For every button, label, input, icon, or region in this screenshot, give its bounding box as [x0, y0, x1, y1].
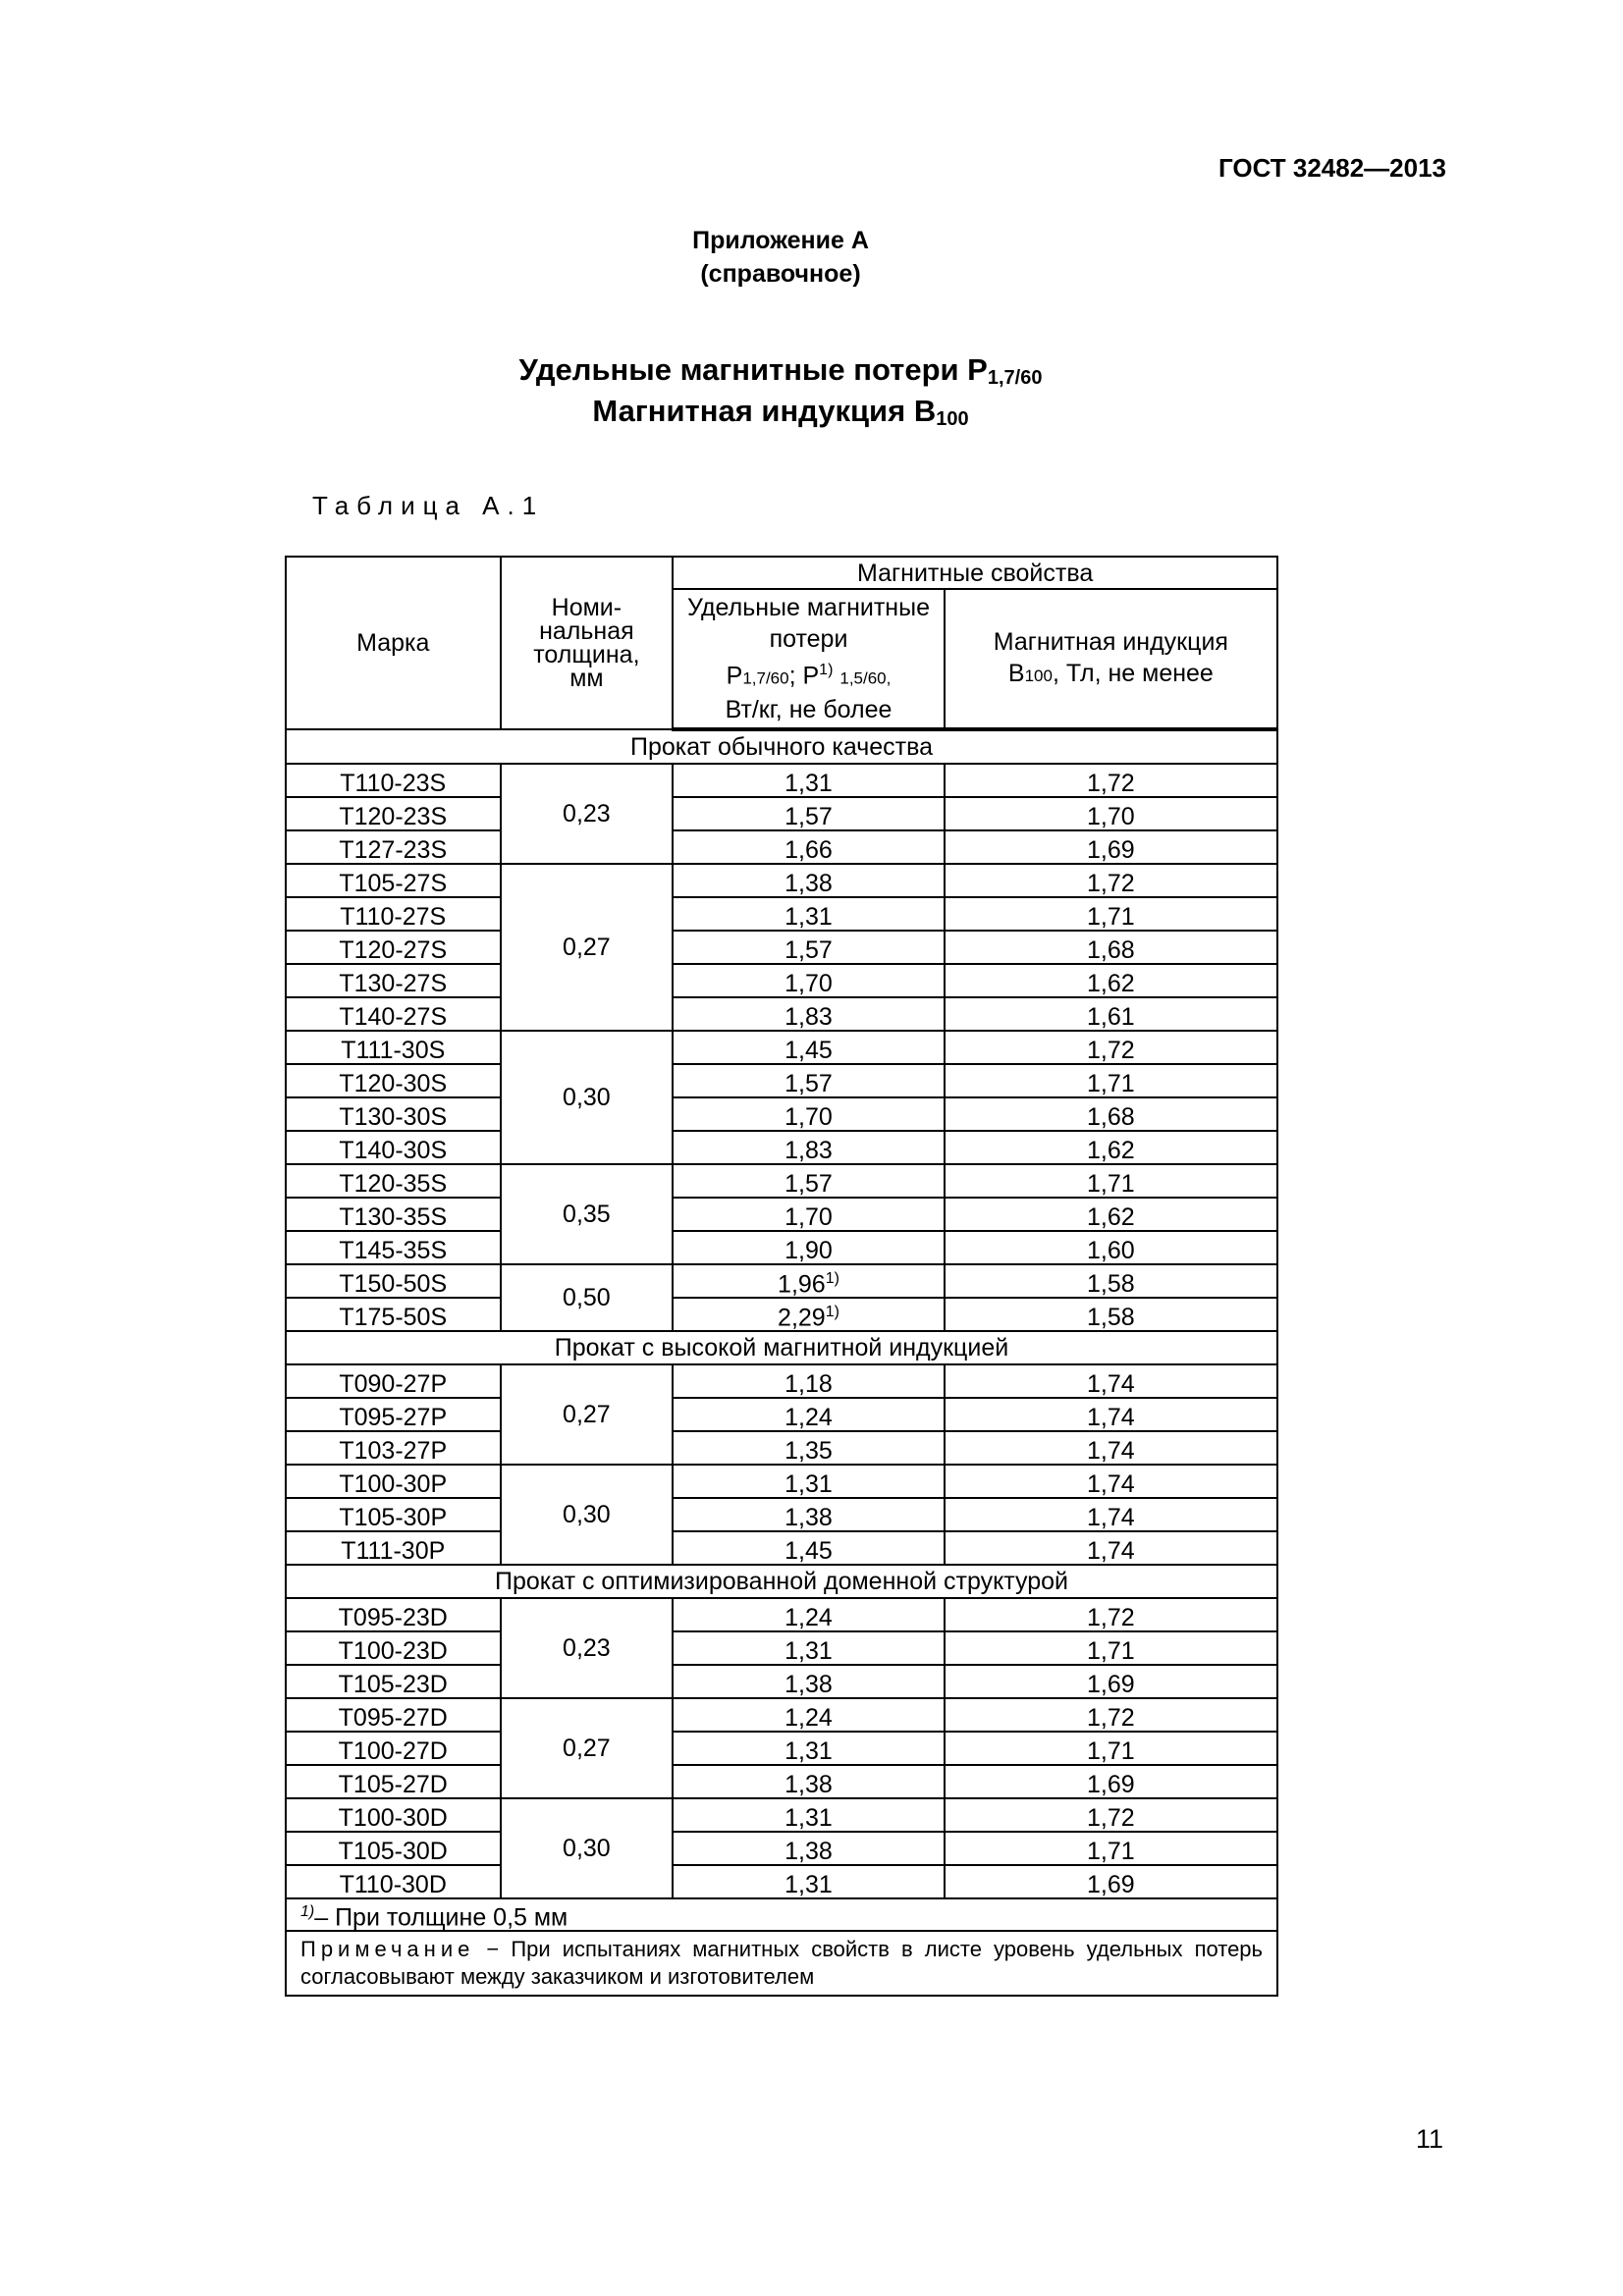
grade-cell: T105-27S: [286, 864, 501, 897]
loss-value: 1,70: [784, 1203, 833, 1231]
induction-cell: 1,68: [945, 1097, 1277, 1131]
table-row: [286, 1798, 1277, 1832]
induction-cell: 1,72: [945, 1031, 1277, 1064]
loss-value: 1,38: [784, 1504, 833, 1531]
induction-cell: 1,71: [945, 1064, 1277, 1097]
loss-cell: [673, 931, 944, 964]
header-losses-unit: Вт/кг, не более: [725, 696, 893, 724]
loss-value: 1,35: [784, 1437, 833, 1465]
grade-cell: T130-35S: [286, 1198, 501, 1231]
header-losses-p: P: [726, 662, 743, 690]
table-row: [286, 1398, 1277, 1431]
table-row: [286, 1131, 1277, 1164]
thickness-cell: 0,23: [501, 764, 674, 864]
table-row: [286, 1264, 1277, 1298]
footnote-mark: 1): [300, 1902, 315, 1920]
loss-value: 1,31: [784, 903, 833, 931]
loss-cell: [673, 1832, 944, 1865]
thickness-cell: 0,23: [501, 1598, 674, 1698]
title-line-2: [0, 391, 1561, 432]
standard-number: ГОСТ 32482—2013: [1218, 153, 1446, 183]
table-row: [286, 1031, 1277, 1064]
section-heading: Прокат обычного качества: [286, 729, 1277, 764]
thickness-cell: 0,50: [501, 1264, 674, 1331]
grade-cell: T130-27S: [286, 964, 501, 997]
thickness-cell: 0,27: [501, 1698, 674, 1798]
induction-cell: 1,68: [945, 931, 1277, 964]
loss-value: 1,45: [784, 1037, 833, 1064]
loss-value: 1,18: [784, 1370, 833, 1398]
grade-cell: T130-30S: [286, 1097, 501, 1131]
table-row: [286, 1298, 1277, 1331]
table-row: [286, 897, 1277, 931]
loss-value: 1,90: [784, 1237, 833, 1264]
grade-cell: T110-30D: [286, 1865, 501, 1898]
title-line-2-text: Магнитная индукция B: [592, 394, 937, 428]
table-row: [286, 1164, 1277, 1198]
induction-cell: 1,58: [945, 1298, 1277, 1331]
section-heading: Прокат с оптимизированной доменной структурой: [286, 1565, 1277, 1598]
induction-cell: 1,62: [945, 1198, 1277, 1231]
loss-value: 1,96: [778, 1270, 826, 1298]
induction-cell: 1,72: [945, 1698, 1277, 1732]
loss-cell: [673, 897, 944, 931]
table-row: [286, 1364, 1277, 1398]
grade-cell: T105-27D: [286, 1765, 501, 1798]
loss-value: 2,29: [778, 1304, 826, 1331]
grade-cell: T105-30D: [286, 1832, 501, 1865]
thickness-cell: 0,35: [501, 1164, 674, 1264]
table-body: [286, 729, 1277, 1898]
note-text: − При испытаниях магнитных свойств в листе уровень удельных потерь согласовывают между заказчиком и изготовителем: [300, 1937, 1263, 1989]
header-losses-label: Удельные магнитные потери: [687, 593, 930, 653]
induction-cell: 1,72: [945, 1598, 1277, 1631]
loss-value: 1,31: [784, 1737, 833, 1765]
grade-cell: T090-27P: [286, 1364, 501, 1398]
grade-cell: T111-30S: [286, 1031, 501, 1064]
induction-cell: 1,69: [945, 1765, 1277, 1798]
table-caption: Таблица А.1: [312, 491, 545, 520]
induction-cell: 1,74: [945, 1531, 1277, 1565]
table-row: [286, 1097, 1277, 1131]
thickness-cell: 0,30: [501, 1798, 674, 1898]
loss-cell: [673, 1598, 944, 1631]
loss-cell: [673, 997, 944, 1031]
induction-cell: 1,71: [945, 1631, 1277, 1665]
note-label: Примечание: [300, 1937, 475, 1961]
loss-value: 1,70: [784, 1103, 833, 1131]
loss-value: 1,66: [784, 836, 833, 864]
grade-cell: T145-35S: [286, 1231, 501, 1264]
grade-cell: T105-23D: [286, 1665, 501, 1698]
table-row: [286, 1765, 1277, 1798]
induction-cell: 1,69: [945, 1865, 1277, 1898]
title-line-1-subscript: 1,7/60: [987, 367, 1043, 389]
loss-value: 1,38: [784, 1771, 833, 1798]
section-row: [286, 1331, 1277, 1364]
table-row: [286, 1865, 1277, 1898]
induction-cell: 1,62: [945, 1131, 1277, 1164]
grade-cell: T140-27S: [286, 997, 501, 1031]
thickness-cell: 0,30: [501, 1465, 674, 1565]
loss-value: 1,24: [784, 1604, 833, 1631]
induction-cell: 1,72: [945, 764, 1277, 797]
title-line-1: [0, 349, 1561, 391]
header-induction-b: B: [1007, 659, 1025, 687]
section-heading: Прокат с высокой магнитной индукцией: [286, 1331, 1277, 1364]
grade-cell: T095-23D: [286, 1598, 501, 1631]
loss-value: 1,31: [784, 1871, 833, 1898]
table-row: [286, 1531, 1277, 1565]
loss-cell: [673, 1364, 944, 1398]
header-induction: [945, 589, 1277, 729]
loss-footnote-mark: 1): [825, 1303, 839, 1320]
appendix-type: (справочное): [700, 260, 861, 288]
properties-table: [285, 556, 1278, 1997]
loss-value: 1,31: [784, 770, 833, 797]
loss-cell: [673, 1198, 944, 1231]
loss-cell: [673, 1465, 944, 1498]
grade-cell: T110-23S: [286, 764, 501, 797]
loss-cell: [673, 1531, 944, 1565]
grade-cell: T120-27S: [286, 931, 501, 964]
loss-cell: [673, 1798, 944, 1832]
loss-cell: [673, 1498, 944, 1531]
appendix-title: Приложение А: [692, 227, 869, 254]
loss-cell: [673, 864, 944, 897]
loss-cell: [673, 1164, 944, 1198]
loss-cell: [673, 830, 944, 864]
header-losses-sup: 1): [819, 661, 834, 678]
loss-value: 1,31: [784, 1804, 833, 1832]
table-row: [286, 1832, 1277, 1865]
loss-cell: [673, 1097, 944, 1131]
loss-value: 1,24: [784, 1404, 833, 1431]
loss-cell: [673, 1732, 944, 1765]
table-row: [286, 1698, 1277, 1732]
grade-cell: T100-27D: [286, 1732, 501, 1765]
thickness-cell: 0,30: [501, 1031, 674, 1164]
table-row: [286, 764, 1277, 797]
loss-value: 1,83: [784, 1137, 833, 1164]
header-losses-sub2: 1,5/60,: [839, 668, 892, 688]
loss-value: 1,38: [784, 1838, 833, 1865]
induction-cell: 1,58: [945, 1264, 1277, 1298]
induction-cell: 1,74: [945, 1398, 1277, 1431]
loss-cell: [673, 1665, 944, 1698]
grade-cell: T095-27D: [286, 1698, 501, 1732]
loss-value: 1,70: [784, 970, 833, 997]
table-row: [286, 830, 1277, 864]
header-specific-losses: [673, 589, 944, 729]
loss-value: 1,38: [784, 870, 833, 897]
loss-value: 1,57: [784, 1070, 833, 1097]
table-row: [286, 1465, 1277, 1498]
loss-cell: [673, 1398, 944, 1431]
grade-cell: T103-27P: [286, 1431, 501, 1465]
table-row: [286, 1498, 1277, 1531]
title-line-1-text: Удельные магнитные потери P: [518, 352, 988, 387]
table-row: [286, 1231, 1277, 1264]
induction-cell: 1,70: [945, 797, 1277, 830]
table-note: [286, 1931, 1277, 1996]
section-row: [286, 1565, 1277, 1598]
header-induction-unit: , Тл, не менее: [1052, 659, 1214, 687]
grade-cell: T120-30S: [286, 1064, 501, 1097]
induction-cell: 1,72: [945, 1798, 1277, 1832]
induction-cell: 1,60: [945, 1231, 1277, 1264]
induction-cell: 1,74: [945, 1498, 1277, 1531]
induction-cell: 1,62: [945, 964, 1277, 997]
grade-cell: T100-23D: [286, 1631, 501, 1665]
loss-value: 1,57: [784, 1170, 833, 1198]
loss-value: 1,45: [784, 1537, 833, 1565]
table-row: [286, 1732, 1277, 1765]
grade-cell: T105-30P: [286, 1498, 501, 1531]
loss-cell: [673, 797, 944, 830]
loss-cell: [673, 1631, 944, 1665]
loss-cell: [673, 1031, 944, 1064]
loss-cell: [673, 1298, 944, 1331]
thickness-cell: 0,27: [501, 864, 674, 1031]
table-row: [286, 1665, 1277, 1698]
table-row: [286, 997, 1277, 1031]
grade-cell: T140-30S: [286, 1131, 501, 1164]
induction-cell: 1,71: [945, 1832, 1277, 1865]
table-row: [286, 1198, 1277, 1231]
table-row: [286, 964, 1277, 997]
loss-value: 1,24: [784, 1704, 833, 1732]
header-losses-sep: ; P: [788, 662, 820, 690]
footnote-text: – При толщине 0,5 мм: [314, 1903, 568, 1932]
loss-value: 1,31: [784, 1637, 833, 1665]
table-row: [286, 1064, 1277, 1097]
grade-cell: T175-50S: [286, 1298, 501, 1331]
induction-cell: 1,69: [945, 1665, 1277, 1698]
loss-cell: [673, 1698, 944, 1732]
induction-cell: 1,69: [945, 830, 1277, 864]
loss-cell: [673, 1431, 944, 1465]
induction-cell: 1,71: [945, 897, 1277, 931]
document-title: [0, 349, 1561, 432]
grade-cell: T095-27P: [286, 1398, 501, 1431]
title-line-2-subscript: 100: [936, 408, 969, 430]
loss-cell: [673, 764, 944, 797]
header-induction-sub: 100: [1024, 666, 1053, 685]
table-row: [286, 1631, 1277, 1665]
table-row: [286, 864, 1277, 897]
header-magnetic-properties: Магнитные свойства: [673, 557, 1277, 589]
grade-cell: T127-23S: [286, 830, 501, 864]
loss-value: 1,57: [784, 936, 833, 964]
grade-cell: T110-27S: [286, 897, 501, 931]
loss-cell: [673, 1264, 944, 1298]
induction-cell: 1,71: [945, 1164, 1277, 1198]
loss-value: 1,31: [784, 1470, 833, 1498]
thickness-cell: 0,27: [501, 1364, 674, 1465]
table-row: [286, 1598, 1277, 1631]
loss-cell: [673, 1231, 944, 1264]
loss-cell: [673, 1131, 944, 1164]
table-row: [286, 931, 1277, 964]
page-number: 11: [1415, 2124, 1443, 2154]
grade-cell: T100-30D: [286, 1798, 501, 1832]
loss-value: 1,57: [784, 803, 833, 830]
loss-cell: [673, 1064, 944, 1097]
section-row: [286, 729, 1277, 764]
header-induction-label: Магнитная индукция: [993, 627, 1228, 656]
loss-value: 1,83: [784, 1003, 833, 1031]
loss-value: 1,38: [784, 1671, 833, 1698]
appendix-heading: [0, 224, 1561, 291]
header-thickness: Номи- нальная толщина, мм: [501, 557, 674, 729]
induction-cell: 1,74: [945, 1465, 1277, 1498]
loss-cell: [673, 964, 944, 997]
table-row: [286, 797, 1277, 830]
induction-cell: 1,74: [945, 1431, 1277, 1465]
grade-cell: T120-23S: [286, 797, 501, 830]
grade-cell: T100-30P: [286, 1465, 501, 1498]
loss-footnote-mark: 1): [825, 1269, 839, 1287]
header-losses-sub1: 1,7/60: [742, 668, 789, 688]
loss-cell: [673, 1765, 944, 1798]
table-row: [286, 1431, 1277, 1465]
grade-cell: T120-35S: [286, 1164, 501, 1198]
induction-cell: 1,71: [945, 1732, 1277, 1765]
induction-cell: 1,61: [945, 997, 1277, 1031]
induction-cell: 1,72: [945, 864, 1277, 897]
footnote: [286, 1898, 1277, 1931]
loss-cell: [673, 1865, 944, 1898]
header-grade: Марка: [286, 557, 501, 729]
induction-cell: 1,74: [945, 1364, 1277, 1398]
grade-cell: T111-30P: [286, 1531, 501, 1565]
grade-cell: T150-50S: [286, 1264, 501, 1298]
